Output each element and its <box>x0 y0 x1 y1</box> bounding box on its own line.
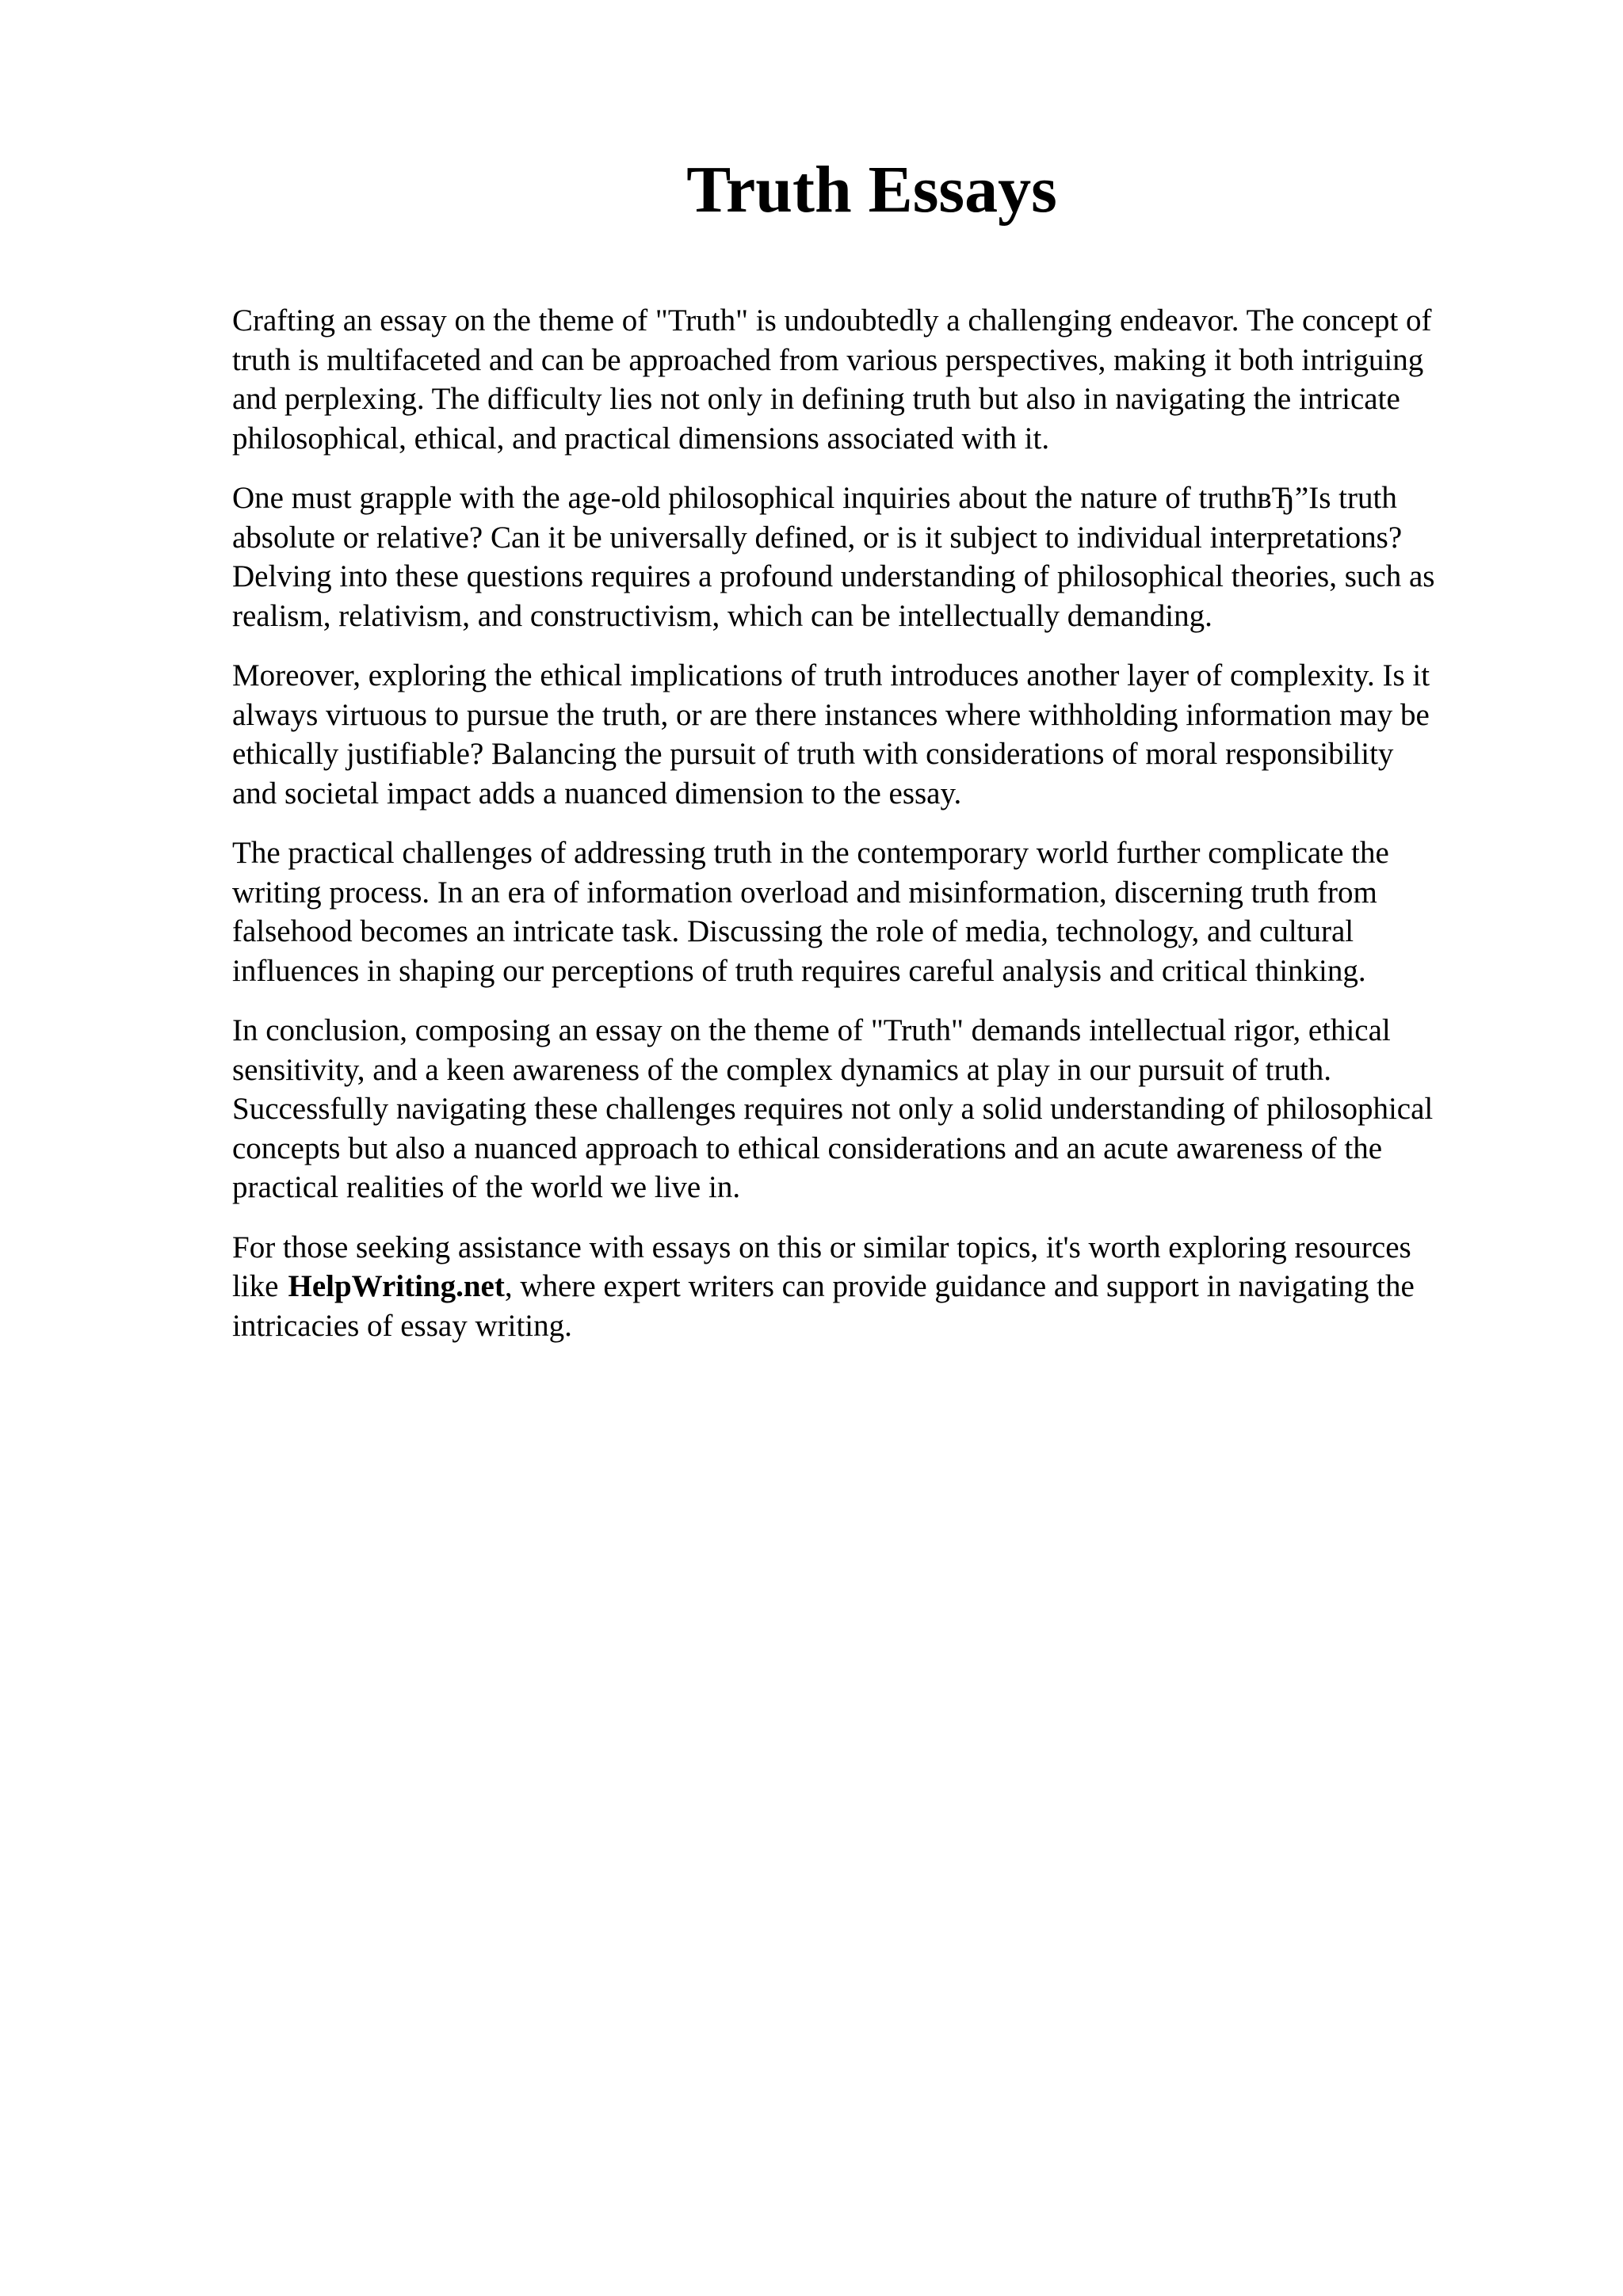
page-title: Truth Essays <box>686 153 1057 227</box>
text-line: concepts but also a nuanced approach to ethical considerations and an acute awareness of the <box>232 1131 1383 1165</box>
paragraph-philosophical <box>232 479 1532 635</box>
helpwriting-link[interactable]: HelpWriting.net <box>288 1269 505 1303</box>
text-line: falsehood becomes an intricate task. Discussing the role of media, technology, and cultural <box>232 914 1354 948</box>
essay-body <box>232 301 1532 1366</box>
text-line: absolute or relative? Can it be universally defined, or is it subject to individual interpretations? <box>232 520 1403 555</box>
text-line: One must grapple with the age-old philosophical inquiries about the nature of truthвЂ”Is truth <box>232 481 1397 515</box>
paragraph-practical <box>232 833 1532 990</box>
text-line: ethically justifiable? Balancing the pursuit of truth with considerations of moral responsibility <box>232 737 1394 771</box>
text-line: In conclusion, composing an essay on the theme of "Truth" demands intellectual rigor, ethical <box>232 1013 1391 1047</box>
text-line: Crafting an essay on the theme of "Truth" is undoubtedly a challenging endeavor. The concept of <box>232 303 1432 338</box>
text-line: Successfully navigating these challenges requires not only a solid understanding of philosophical <box>232 1092 1434 1126</box>
text-line: Moreover, exploring the ethical implications of truth introduces another layer of complexity. Is it <box>232 658 1430 692</box>
text-line: philosophical, ethical, and practical dimensions associated with it. <box>232 421 1050 456</box>
paragraph-ethical <box>232 656 1532 813</box>
text-line: Delving into these questions requires a profound understanding of philosophical theories, such as <box>232 559 1435 593</box>
text-line-with-link <box>232 1267 1532 1306</box>
paragraph-conclusion <box>232 1011 1532 1207</box>
text-line: The practical challenges of addressing truth in the contemporary world further complicate the <box>232 836 1389 870</box>
text-suffix: , where expert writers can provide guidance and support in navigating the <box>504 1269 1415 1303</box>
text-line: For those seeking assistance with essays on this or similar topics, it's worth exploring resources <box>232 1230 1411 1264</box>
text-line: sensitivity, and a keen awareness of the complex dynamics at play in our pursuit of truth. <box>232 1052 1332 1087</box>
text-line: truth is multifaceted and can be approached from various perspectives, making it both intriguing <box>232 342 1424 377</box>
text-prefix: like <box>232 1269 279 1303</box>
text-line: and societal impact adds a nuanced dimension to the essay. <box>232 776 962 810</box>
text-line: and perplexing. The difficulty lies not only in defining truth but also in navigating the intricate <box>232 382 1400 416</box>
text-line: intricacies of essay writing. <box>232 1308 572 1343</box>
paragraph-intro <box>232 301 1532 458</box>
text-line: writing process. In an era of information overload and misinformation, discerning truth from <box>232 875 1377 910</box>
text-line: influences in shaping our perceptions of truth requires careful analysis and critical thinking. <box>232 953 1366 988</box>
text-line: practical realities of the world we live in. <box>232 1170 741 1204</box>
text-line: always virtuous to pursue the truth, or are there instances where withholding information may be <box>232 697 1430 732</box>
text-line: realism, relativism, and constructivism, which can be intellectually demanding. <box>232 598 1212 633</box>
paragraph-resources <box>232 1228 1532 1346</box>
